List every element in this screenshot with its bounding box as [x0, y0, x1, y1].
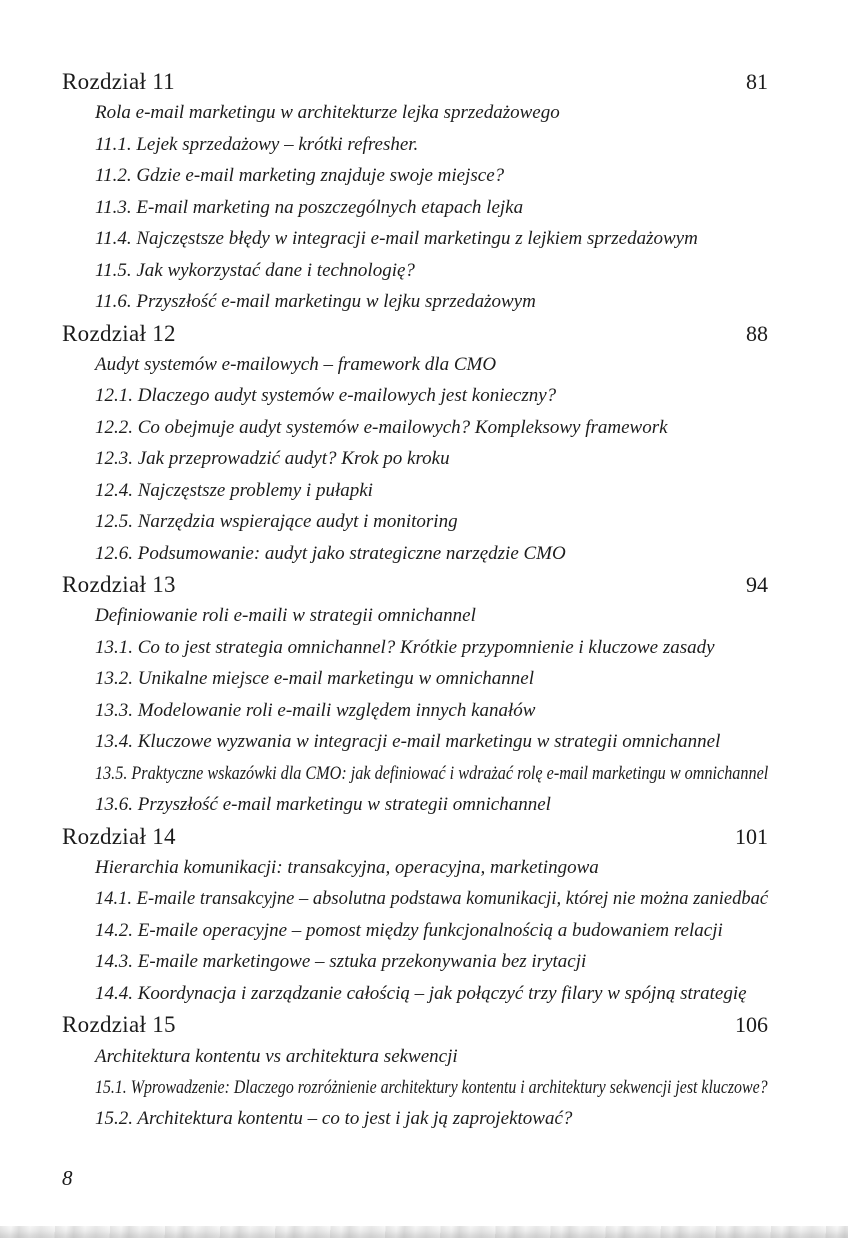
toc-chapter: [62, 821, 768, 1010]
toc-item: 13.2. Unikalne miejsce e-mail marketingu w omnichannel: [95, 668, 535, 690]
toc-item: 11.6. Przyszłość e-mail marketingu w lejku sprzedażowym: [95, 291, 536, 313]
table-of-contents: [62, 66, 768, 1135]
chapter-page-number: 106: [735, 1012, 768, 1038]
chapter-subtitle: Architektura kontentu vs architektura sekwencji: [95, 1045, 458, 1067]
toc-item: 14.2. E-maile operacyjne – pomost między funkcjonalnością a budowaniem relacji: [95, 919, 723, 941]
chapter-heading-row: [62, 318, 768, 349]
chapter-subtitle: Hierarchia komunikacji: transakcyjna, operacyjna, marketingowa: [95, 856, 599, 878]
toc-chapter: [62, 66, 768, 318]
toc-item: 12.6. Podsumowanie: audyt jako strategiczne narzędzie CMO: [95, 542, 566, 564]
toc-item: 11.4. Najczęstsze błędy w integracji e-mail marketingu z lejkiem sprzedażowym: [95, 228, 698, 250]
toc-item: 12.5. Narzędzia wspierające audyt i monitoring: [95, 511, 458, 533]
toc-item: 12.3. Jak przeprowadzić audyt? Krok po kroku: [95, 448, 450, 470]
toc-item: 15.2. Architektura kontentu – co to jest i jak ją zaprojektować?: [95, 1108, 573, 1130]
chapter-title: Rozdział 11: [62, 69, 175, 94]
chapter-page-number: 81: [746, 69, 768, 94]
chapter-title: Rozdział 15: [62, 1012, 176, 1038]
toc-item: 14.3. E-maile marketingowe – sztuka przekonywania bez irytacji: [95, 951, 587, 973]
toc-item: 13.6. Przyszłość e-mail marketingu w strategii omnichannel: [95, 794, 551, 816]
chapter-heading-row: [62, 1009, 768, 1040]
footer-page-number: 8: [62, 1166, 73, 1190]
toc-item: 14.1. E-maile transakcyjne – absolutna podstawa komunikacji, której nie można zaniedbać: [95, 888, 769, 910]
toc-item: 11.1. Lejek sprzedażowy – krótki refresher.: [95, 133, 419, 155]
toc-item: 15.1. Wprowadzenie: Dlaczego rozróżnienie architektury kontentu i architektury sekwencji jest kluczowe?: [95, 1077, 768, 1098]
chapter-page-number: 101: [735, 823, 768, 849]
toc-item: 13.1. Co to jest strategia omnichannel? Krótkie przypomnienie i kluczowe zasady: [95, 636, 715, 658]
page-bottom-scan-edge: [0, 1226, 848, 1238]
chapter-title: Rozdział 12: [62, 320, 176, 346]
chapter-title: Rozdział 14: [62, 823, 176, 849]
toc-item: 13.3. Modelowanie roli e-maili względem innych kanałów: [95, 699, 536, 721]
toc-item: 13.4. Kluczowe wyzwania w integracji e-mail marketingu w strategii omnichannel: [95, 731, 721, 753]
toc-item: 12.2. Co obejmuje audyt systemów e-mailowych? Kompleksowy framework: [95, 416, 668, 438]
toc-item: 11.2. Gdzie e-mail marketing znajduje swoje miejsce?: [95, 165, 505, 187]
toc-item: 12.4. Najczęstsze problemy i pułapki: [95, 479, 373, 501]
toc-item: 13.5. Praktyczne wskazówki dla CMO: jak definiować i wdrażać rolę e-mail marketingu w omnichannel: [95, 762, 769, 784]
chapter-heading-row: [62, 66, 768, 97]
toc-chapter: [62, 318, 768, 570]
toc-item: 14.4. Koordynacja i zarządzanie całością – jak połączyć trzy filary w spójną strategię: [95, 982, 747, 1004]
toc-chapter: [62, 1009, 768, 1135]
toc-chapter: [62, 569, 768, 821]
chapter-title: Rozdział 13: [62, 572, 176, 597]
chapter-subtitle: Definiowanie roli e-maili w strategii omnichannel: [95, 605, 476, 627]
chapter-heading-row: [62, 821, 768, 852]
toc-item: 11.5. Jak wykorzystać dane i technologię?: [95, 259, 415, 281]
chapter-page-number: 94: [746, 572, 768, 597]
toc-item: 12.1. Dlaczego audyt systemów e-mailowych jest konieczny?: [95, 385, 557, 407]
chapter-heading-row: [62, 569, 768, 600]
toc-item: 11.3. E-mail marketing na poszczególnych etapach lejka: [95, 196, 524, 218]
chapter-page-number: 88: [746, 320, 768, 346]
chapter-subtitle: Rola e-mail marketingu w architekturze lejka sprzedażowego: [95, 102, 560, 124]
chapter-subtitle: Audyt systemów e-mailowych – framework dla CMO: [95, 353, 497, 375]
